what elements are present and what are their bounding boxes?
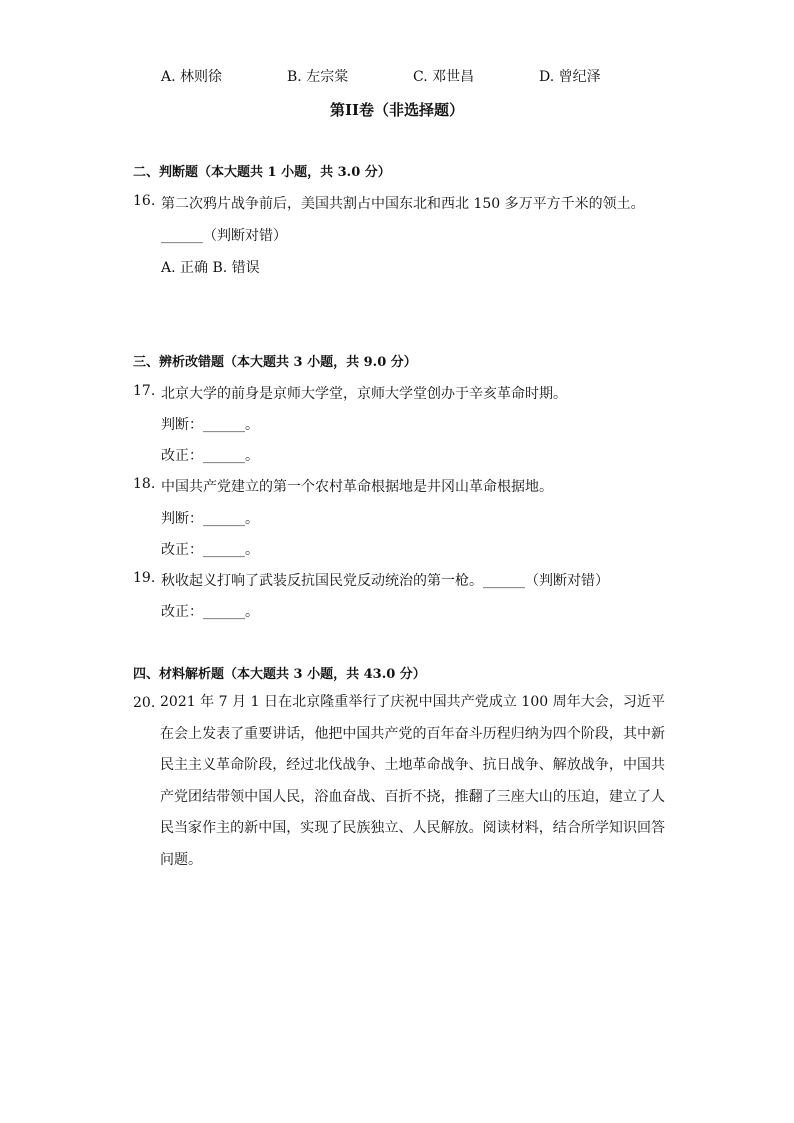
q19-correct: 改正：______。 bbox=[161, 604, 259, 620]
section3-title: 三、辨析改错题（本大题共 3 小题，共 9.0 分） bbox=[133, 355, 417, 370]
q16-text: 第二次鸦片战争前后，美国共割占中国东北和西北 150 多万平方千米的领土。 bbox=[161, 196, 645, 212]
q16-blank: ______（判断对错） bbox=[161, 228, 287, 244]
option-c bbox=[413, 66, 474, 86]
option-a bbox=[161, 66, 222, 86]
q16-choices: A. 正确 B. 错误 bbox=[161, 260, 260, 276]
q20-text: 2021 年 7 月 1 日在北京隆重举行了庆祝中国共产党成立 100 周年大会，习近平在会上发表了重要讲话，他把中国共产党的百年奋斗历程归纳为四个阶段，其中新民主主义革命阶段，经过北伐战争、土地革命战争、抗日战争、解放战争，中国共产党团结带领中国人民，浴血奋战、百折不挠，推翻了三座大山的压迫，建立了人民当家作主的新中国，实现了民族独立、人民解放。阅读材料，结合所学知识回答问题。 bbox=[160, 694, 665, 868]
option-a-text: 林则徐 bbox=[180, 69, 223, 85]
section2-title: 二、判断题（本大题共 1 小题，共 3.0 分） bbox=[133, 165, 391, 180]
q19-text: 秋收起义打响了武装反抗国民党反动统治的第一枪。______（判断对错） bbox=[161, 573, 609, 589]
q17-text: 北京大学的前身是京师大学堂，京师大学堂创办于辛亥革命时期。 bbox=[161, 386, 567, 402]
q18-judge: 判断：______。 bbox=[161, 511, 259, 527]
option-a-letter: A. bbox=[161, 69, 176, 85]
q17-number: 17. bbox=[133, 383, 156, 399]
option-b-text: 左宗棠 bbox=[306, 69, 349, 85]
q18-text: 中国共产党建立的第一个农村革命根据地是井冈山革命根据地。 bbox=[161, 479, 553, 495]
option-c-text: 邓世昌 bbox=[432, 69, 475, 85]
option-c-letter: C. bbox=[413, 69, 428, 85]
q17-correct: 改正：______。 bbox=[161, 448, 259, 464]
q20-number: 20. bbox=[133, 695, 156, 711]
q17-judge: 判断：______。 bbox=[161, 417, 259, 433]
part-title: 第II卷（非选择题） bbox=[329, 101, 465, 119]
option-d-text: 曾纪泽 bbox=[558, 69, 601, 85]
option-b-letter: B. bbox=[287, 69, 302, 85]
option-b bbox=[287, 66, 348, 86]
option-d bbox=[539, 66, 601, 86]
q18-correct: 改正：______。 bbox=[161, 542, 259, 558]
q19-number: 19. bbox=[133, 570, 156, 586]
q16-number: 16. bbox=[133, 193, 156, 209]
section4-title: 四、材料解析题（本大题共 3 小题，共 43.0 分） bbox=[133, 667, 426, 682]
q18-number: 18. bbox=[133, 476, 156, 492]
option-d-letter: D. bbox=[539, 69, 555, 85]
